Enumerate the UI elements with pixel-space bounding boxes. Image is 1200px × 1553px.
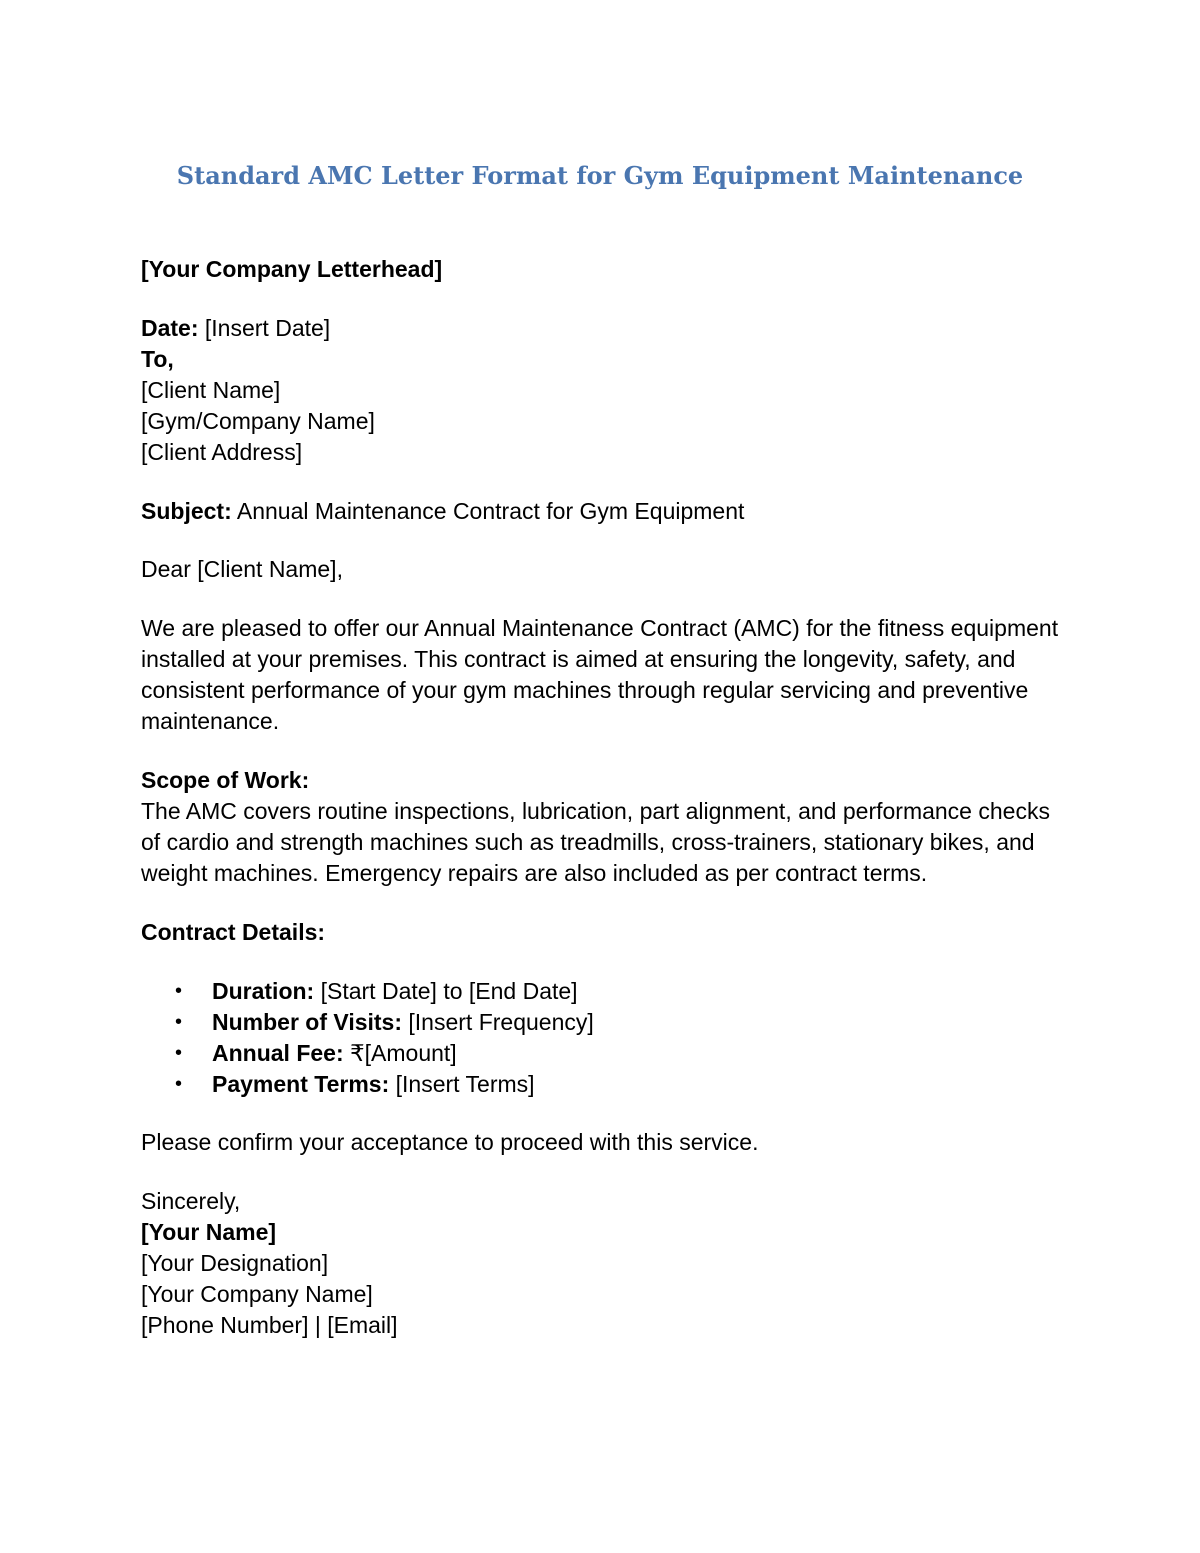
intro-paragraph [141,613,1061,737]
date-label: Date: [141,315,199,341]
client-name-line: [Client Name] [141,377,281,403]
signer-company: [Your Company Name] [141,1281,373,1307]
address-block [141,313,1061,468]
intro-text: We are pleased to offer our Annual Maintenance Contract (AMC) for the fitness equipment installed at your premises. This contract is aimed at ensuring the longevity, safety, and consistent performance of your gym machines through regular servicing and preventive maintenance. [141,615,1059,734]
greeting-text: Dear [Client Name], [141,556,343,582]
contract-details-list [141,976,1061,1100]
list-item [141,976,1061,1007]
item-label: Payment Terms: [212,1071,390,1097]
letterhead-text: [Your Company Letterhead] [141,256,443,282]
date-line [141,313,1061,344]
bullet-icon: • [175,1042,183,1064]
contract-heading: Contract Details: [141,919,326,945]
item-label: Number of Visits: [212,1009,402,1035]
closing-request [141,1127,1061,1158]
bullet-icon: • [175,1011,183,1033]
signer-designation: [Your Designation] [141,1250,329,1276]
item-value: [Insert Frequency] [402,1009,594,1035]
item-label: Annual Fee: [212,1040,344,1066]
signer-name: [Your Name] [141,1219,277,1245]
to-label: To, [141,346,174,372]
list-item [141,1007,1061,1038]
list-item [141,1038,1061,1069]
item-value: [Insert Terms] [389,1071,535,1097]
greeting [141,554,1061,585]
bullet-icon: • [175,980,183,1002]
list-item [141,1069,1061,1100]
subject-line [141,496,1061,527]
signature-block [141,1186,1061,1341]
date-value: [Insert Date] [198,315,331,341]
company-name-line: [Gym/Company Name] [141,408,375,434]
item-value: ₹[Amount] [343,1040,457,1066]
item-label: Duration: [212,978,315,1004]
client-address-line: [Client Address] [141,439,303,465]
bullet-icon: • [175,1073,183,1095]
item-value: [Start Date] to [End Date] [314,978,578,1004]
closing-request-text: Please confirm your acceptance to proceed with this service. [141,1129,759,1155]
scope-text: The AMC covers routine inspections, lubrication, part alignment, and performance checks of cardio and strength machines such as treadmills, cross-trainers, stationary bikes, and weight machines. Emergency repairs are also included as per contract terms. [141,798,1050,886]
scope-section [141,765,1061,889]
subject-label: Subject: [141,498,232,524]
contract-section [141,917,1061,948]
salutation: Sincerely, [141,1188,241,1214]
document-title: Standard AMC Letter Format for Gym Equipment Maintenance [176,161,1024,190]
signer-contact: [Phone Number] | [Email] [141,1312,398,1338]
scope-heading: Scope of Work: [141,767,310,793]
letterhead-placeholder [141,254,1061,285]
subject-value: Annual Maintenance Contract for Gym Equipment [231,498,745,524]
